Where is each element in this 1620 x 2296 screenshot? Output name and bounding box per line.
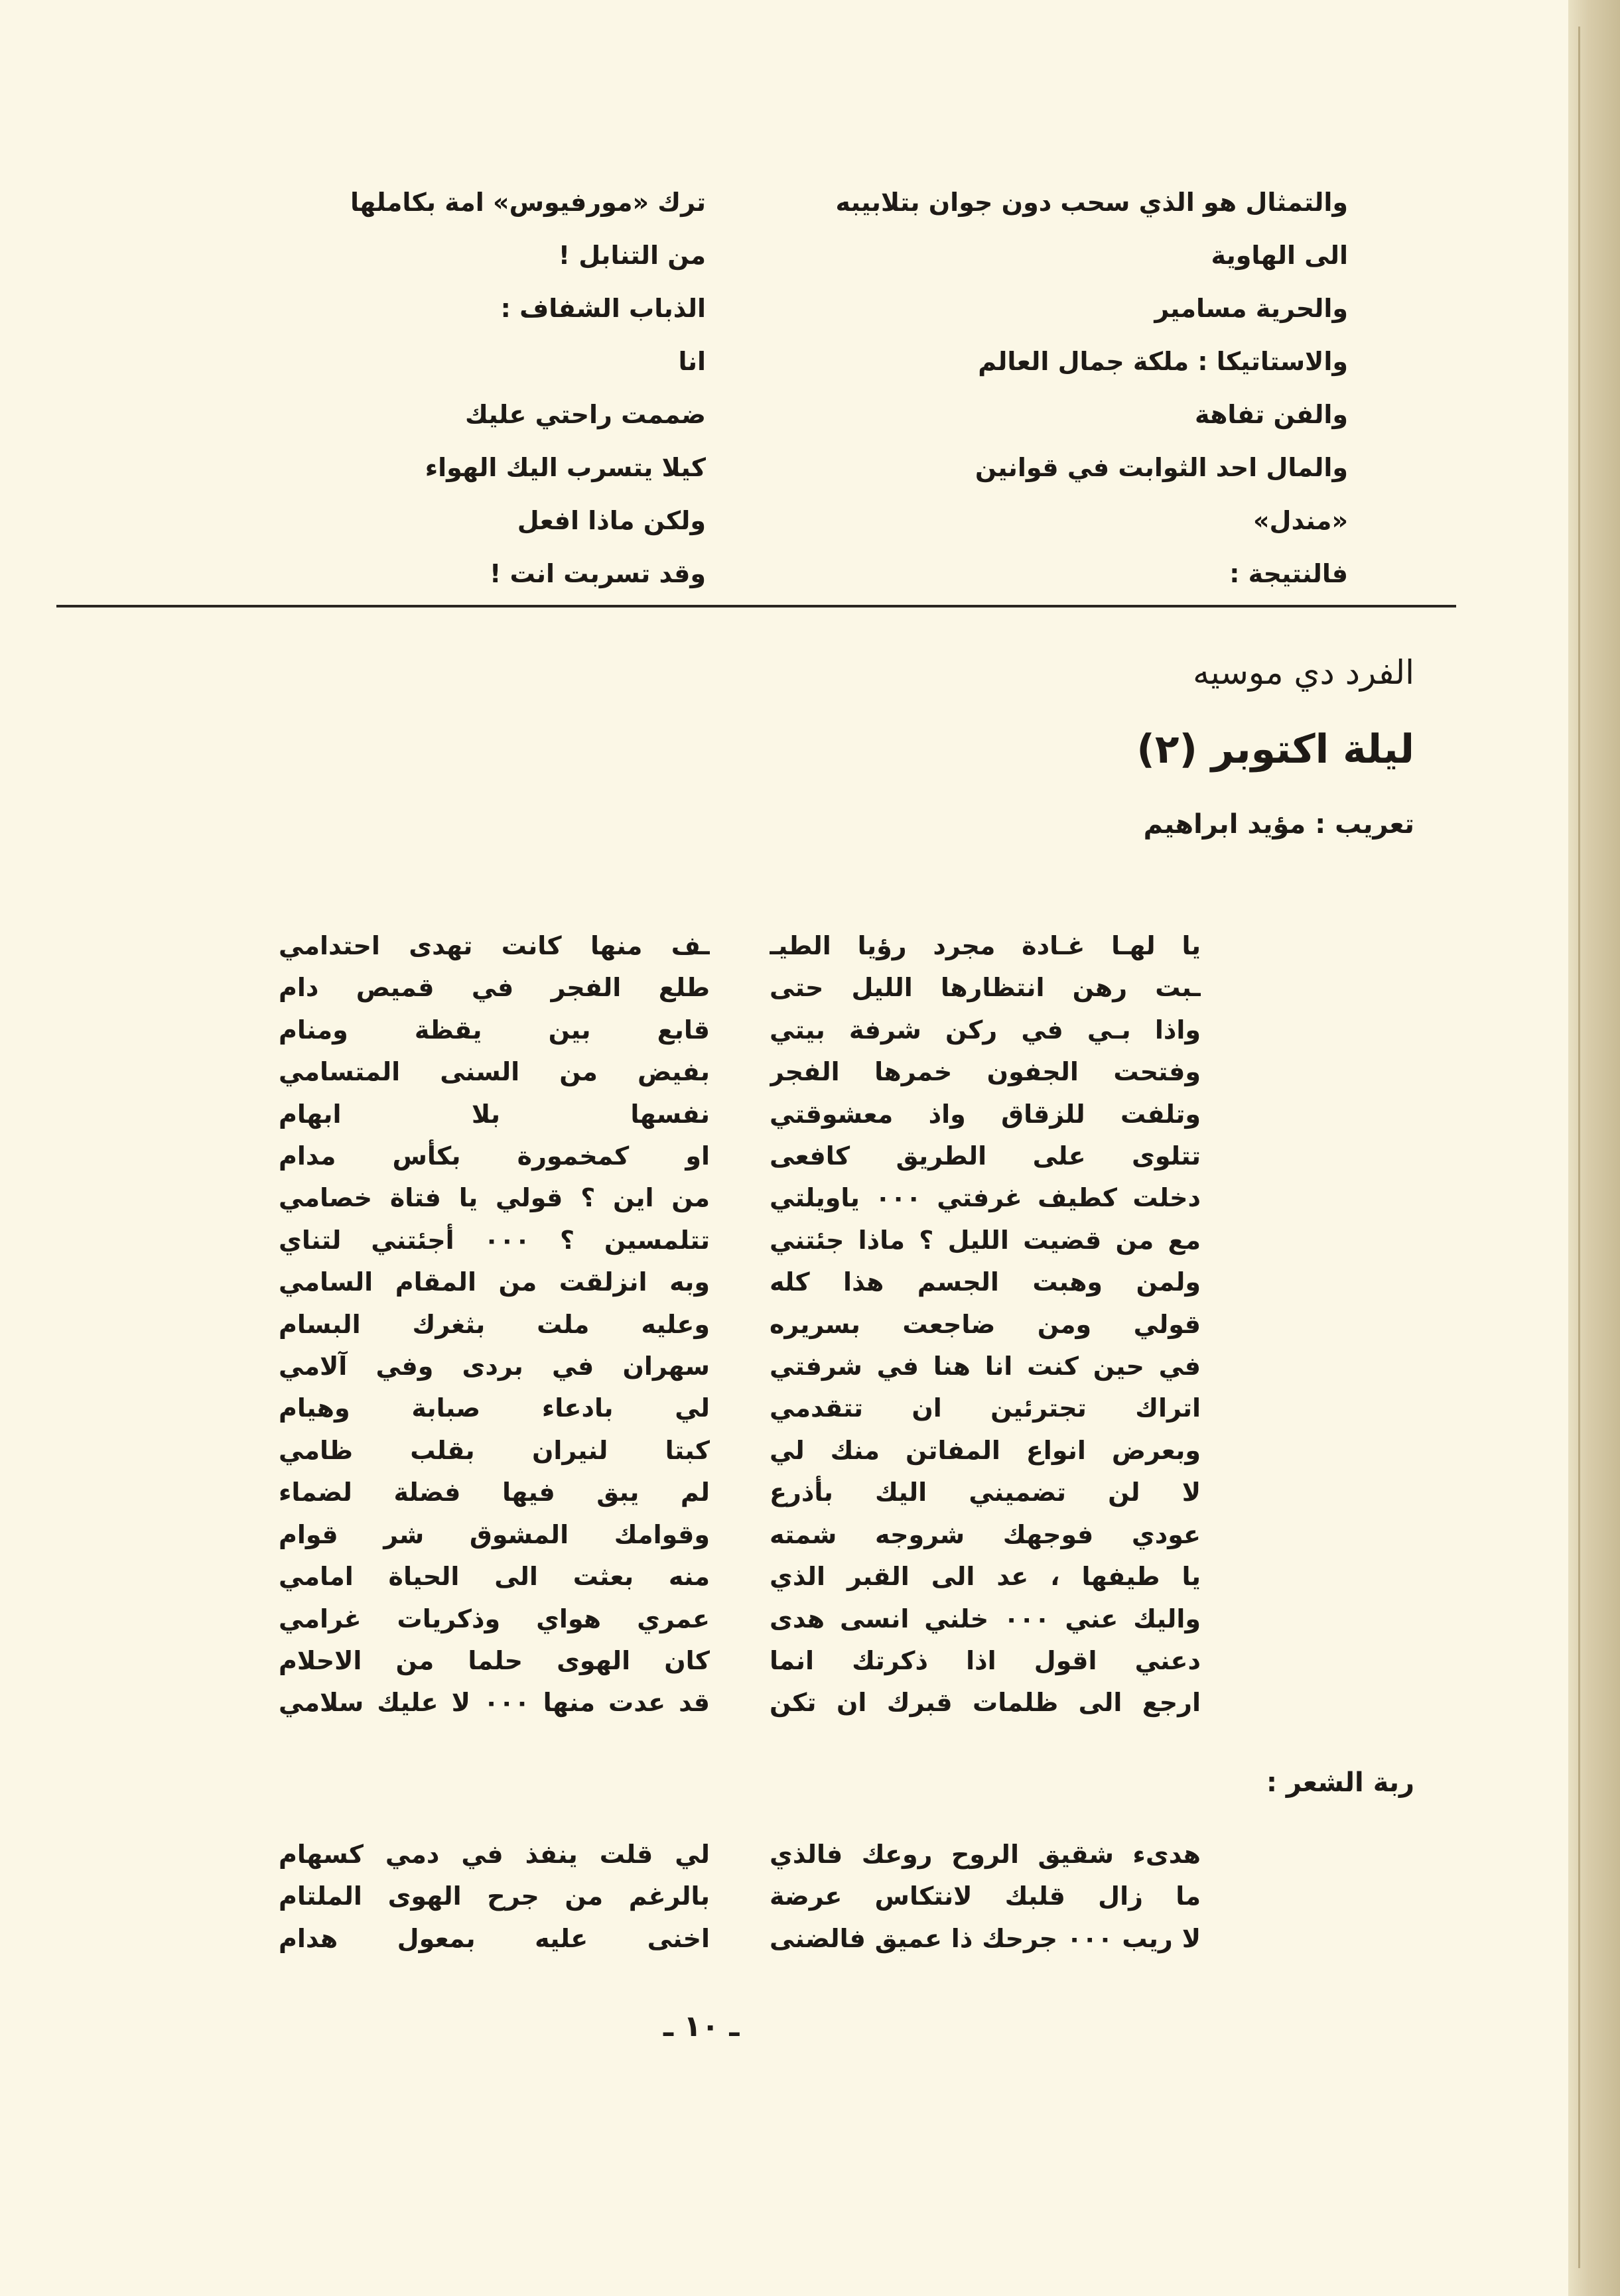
poem-left-line: قد عدت منها ٠٠٠ لا عليك سلامي [279, 1688, 710, 1718]
poem-left-line: لم يبق فيها فضلة لضماء [279, 1478, 710, 1507]
top-left-line: ترك «مورفيوس» امة بكاملها [350, 188, 706, 217]
poem-left-column [279, 925, 710, 1724]
section-divider [56, 605, 1456, 607]
poem-right-column [770, 925, 1201, 1724]
poem-left-line: قابع بين يقظة ومنام [279, 1015, 710, 1045]
poem-left-line: من اين ؟ قولي يا فتاة خصامي [279, 1183, 710, 1213]
muse-left-line: اخنى عليه بمعول هدام [279, 1923, 710, 1953]
poem-right-line: مع من قضيت الليل ؟ ماذا جئتني [770, 1225, 1201, 1255]
poem-left-line: عمري هواي وذكريات غرامي [279, 1604, 710, 1633]
poem-right-line: واذا بـي في ركن شرفة بيتي [770, 1015, 1201, 1045]
poem-right-line: قولي ومن ضاجعت بسريره [770, 1309, 1201, 1339]
poem-left-line: وبه انزلقت من المقام السامي [279, 1267, 710, 1297]
poem-left-line: وقوامك المشوق شر قوام [279, 1519, 710, 1549]
top-left-line: ضممت راحتي عليك [465, 400, 706, 429]
muse-left-column [279, 1834, 710, 1960]
poem-right-line: ـبت رهن انتظارها الليل حتى [770, 973, 1201, 1003]
page-edge [1568, 0, 1620, 2296]
top-left-line: انا [678, 347, 706, 376]
poem-left-line: سهران في بردى وفي آلامي [279, 1352, 710, 1381]
poem-left-line: طلع الفجر في قميص دام [279, 973, 710, 1003]
top-right-line: والفن تفاهة [1195, 400, 1348, 429]
muse-right-column [770, 1834, 1201, 1960]
muse-right-line: ما زال قلبك لانتكاس عرضة [770, 1881, 1201, 1911]
top-left-line: وقد تسربت انت ! [489, 559, 706, 588]
poem-right-line: وبعرض انواع المفاتن منك لي [770, 1435, 1201, 1465]
top-left-line: الذباب الشفاف : [500, 294, 706, 323]
poem-translator: تعريب : مؤيد ابراهيم [1143, 809, 1414, 840]
poem-left-line: منه بعثت الى الحياة امامي [279, 1562, 710, 1592]
top-left-block [350, 176, 706, 600]
poem-right-line: وتلفت للزقاق واذ معشوقتي [770, 1099, 1201, 1129]
poem-right-line: لا لن تضميني اليك بأذرع [770, 1478, 1201, 1507]
muse-right-line: هدىء شقيق الروح روعك فالذي [770, 1840, 1201, 1869]
top-left-line: ولكن ماذا افعل [517, 506, 706, 535]
poem-right-line: يا لهـا غـادة مجرد رؤيا الطيـ [770, 931, 1201, 960]
poem-right-line: عودي فوجهك شروجه شمته [770, 1519, 1201, 1549]
muse-left-line: لي قلت ينفذ في دمي كسهام [279, 1840, 710, 1869]
poem-right-line: واليك عني ٠٠٠ خلني انسى هدى [770, 1604, 1201, 1633]
top-right-block [836, 176, 1348, 600]
poem-right-line: دخلت كطيف غرفتي ٠٠٠ ياويلتي [770, 1183, 1201, 1213]
poem-title: ليلة اكتوبر (٢) [1136, 726, 1414, 773]
top-left-line: من التنابل ! [558, 241, 706, 270]
top-right-line: والاستاتيكا : ملكة جمال العالم [978, 347, 1348, 376]
poem-left-line: وعليه ملت بثغرك البسام [279, 1309, 710, 1339]
muse-right-line: لا ريب ٠٠٠ جرحك ذا عميق فالضنى [770, 1923, 1201, 1953]
section-label-muse: ربة الشعر : [1266, 1767, 1414, 1798]
poem-right-line: ولمن وهبت الجسم هذا كله [770, 1267, 1201, 1297]
top-right-line: والحرية مسامير [1154, 294, 1348, 323]
poem-right-line: ارجع الى ظلمات قبرك ان تكن [770, 1688, 1201, 1718]
poem-right-line: اتراك تجترئين ان تتقدمي [770, 1393, 1201, 1423]
poem-left-line: تتلمسين ؟ ٠٠٠ أجئتني لتناي [279, 1225, 710, 1255]
poem-left-line: كبتا لنيران بقلب ظامي [279, 1435, 710, 1465]
poem-right-line: وفتحت الجفون خمرها الفجر [770, 1057, 1201, 1087]
poem-author: الفرد دي موسيه [1193, 653, 1414, 692]
poem-right-line: في حين كنت انا هنا في شرفتي [770, 1352, 1201, 1381]
poem-right-line: يا طيفها ، عد الى القبر الذي [770, 1562, 1201, 1592]
top-left-line: كيلا يتسرب اليك الهواء [425, 453, 706, 482]
poem-left-line: او كمخمورة بكأس مدام [279, 1141, 710, 1171]
muse-left-line: بالرغم من جرح الهوى الملتام [279, 1881, 710, 1911]
poem-right-line: دعني اقول اذا ذكرتك انما [770, 1645, 1201, 1675]
poem-left-line: لي بادعاء صبابة وهيام [279, 1393, 710, 1423]
poem-left-line: بفيض من السنى المتسامي [279, 1057, 710, 1087]
top-right-line: «مندل» [1252, 506, 1348, 535]
top-right-line: والتمثال هو الذي سحب دون جوان بتلابيبه [835, 188, 1348, 217]
poem-left-line: ـف منها كانت تهدى احتدامي [279, 931, 710, 960]
poem-left-line: نفسها بلا ابهام [279, 1099, 710, 1129]
top-right-line: فالنتيجة : [1229, 559, 1348, 588]
top-right-line: الى الهاوية [1211, 241, 1348, 270]
page-number: ـ ١٠ ـ [663, 2009, 740, 2043]
top-right-line: والمال احد الثوابت في قوانين [975, 453, 1348, 482]
page-edge-shadow [1578, 27, 1580, 2268]
poem-right-line: تتلوى على الطريق كافعى [770, 1141, 1201, 1171]
poem-left-line: كان الهوى حلما من الاحلام [279, 1645, 710, 1675]
